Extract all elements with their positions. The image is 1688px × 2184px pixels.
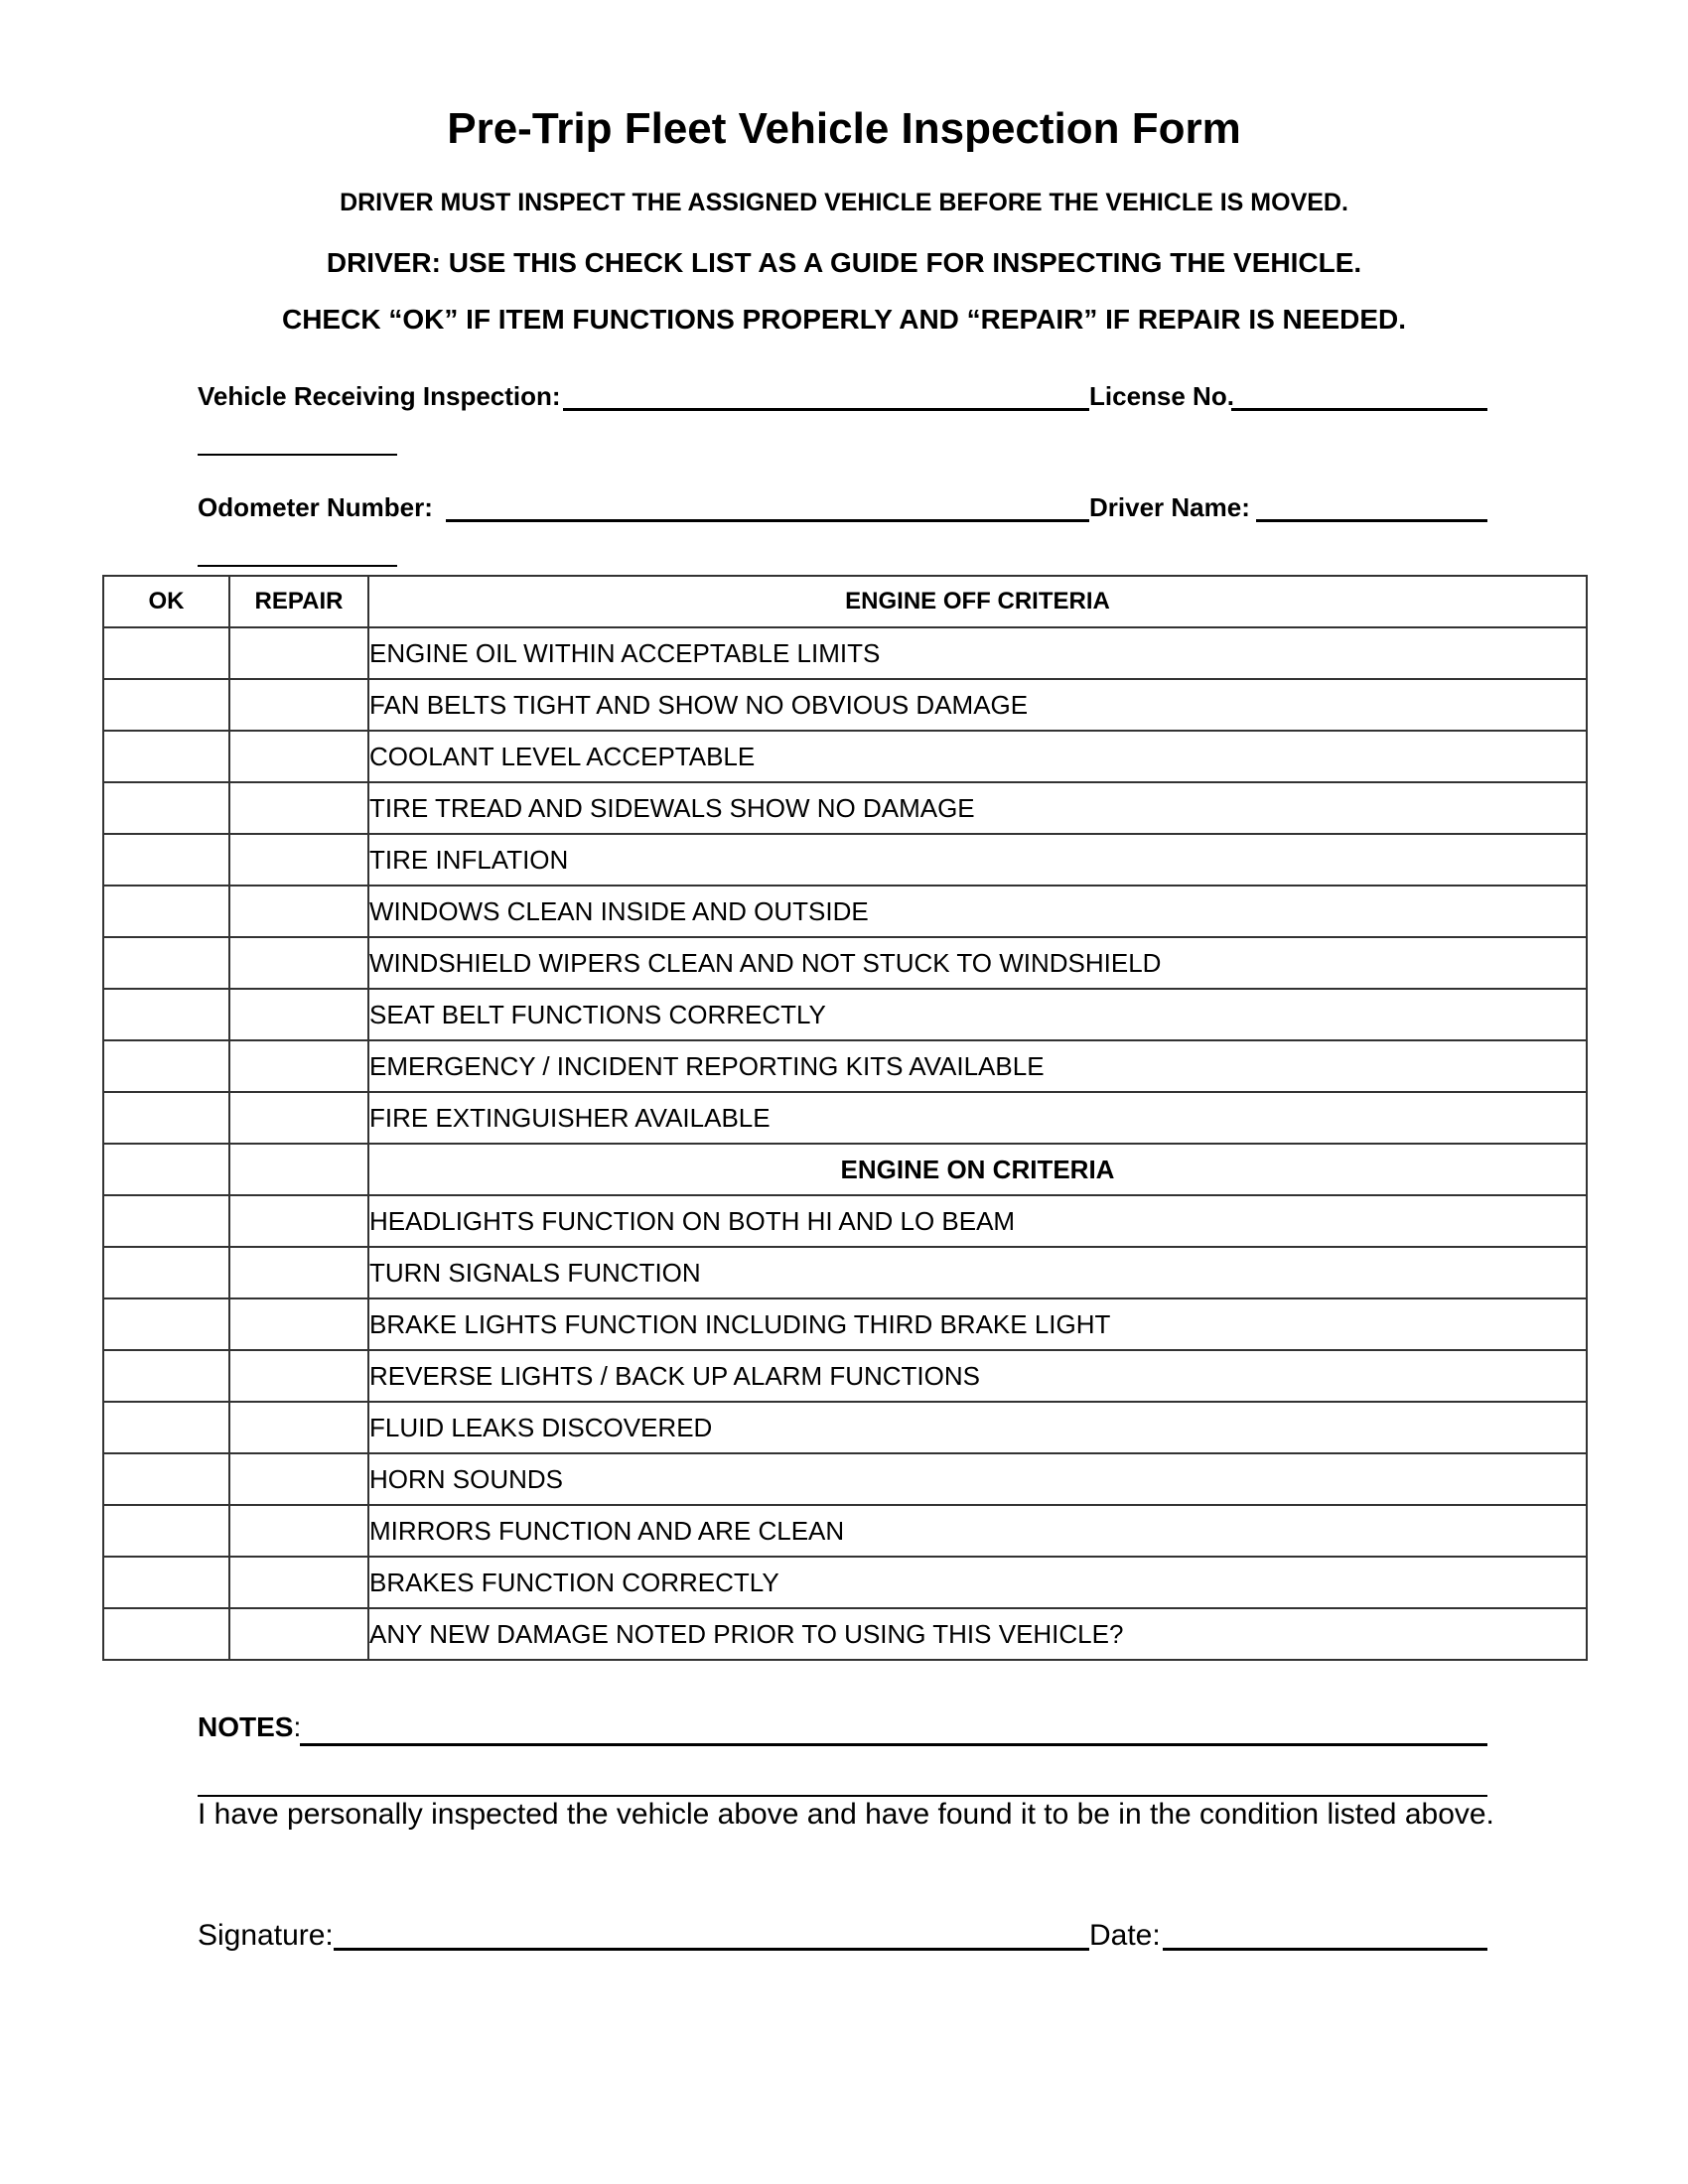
criteria-item: REVERSE LIGHTS / BACK UP ALARM FUNCTIONS <box>368 1350 1587 1402</box>
criteria-item: ANY NEW DAMAGE NOTED PRIOR TO USING THIS VEHICLE? <box>368 1608 1587 1660</box>
criteria-item: BRAKE LIGHTS FUNCTION INCLUDING THIRD BRAKE LIGHT <box>368 1298 1587 1350</box>
criteria-item: HORN SOUNDS <box>368 1453 1587 1505</box>
engine-off-section-title: ENGINE OFF CRITERIA <box>368 576 1587 627</box>
criteria-item: MIRRORS FUNCTION AND ARE CLEAN <box>368 1505 1587 1557</box>
odometer-field[interactable] <box>446 519 1089 522</box>
criteria-item: WINDSHIELD WIPERS CLEAN AND NOT STUCK TO WINDSHIELD <box>368 937 1587 989</box>
repair-checkbox-cell[interactable] <box>229 1402 368 1453</box>
inspection-checklist <box>102 575 1588 1661</box>
table-row <box>103 989 1587 1040</box>
driver-name-field[interactable] <box>1256 519 1487 522</box>
criteria-item: FAN BELTS TIGHT AND SHOW NO OBVIOUS DAMAGE <box>368 679 1587 731</box>
ok-checkbox-cell[interactable] <box>103 1092 229 1144</box>
certification-statement: I have personally inspected the vehicle above and have found it to be in the condition listed above. <box>198 1798 1494 1831</box>
signature-label: Signature: <box>198 1919 334 1952</box>
table-row <box>103 1453 1587 1505</box>
ok-checkbox-cell[interactable] <box>103 834 229 886</box>
table-row <box>103 1402 1587 1453</box>
ok-checkbox-cell[interactable] <box>103 1505 229 1557</box>
criteria-item: FIRE EXTINGUISHER AVAILABLE <box>368 1092 1587 1144</box>
ok-checkbox-cell[interactable] <box>103 989 229 1040</box>
table-row <box>103 731 1587 782</box>
criteria-item: WINDOWS CLEAN INSIDE AND OUTSIDE <box>368 886 1587 937</box>
table-row <box>103 782 1587 834</box>
engine-on-section-row <box>103 1144 1587 1195</box>
repair-checkbox-cell[interactable] <box>229 1040 368 1092</box>
table-row <box>103 1040 1587 1092</box>
engine-on-rows <box>103 1195 1587 1660</box>
ok-checkbox-cell[interactable] <box>103 1298 229 1350</box>
notes-label-text: NOTES <box>198 1711 294 1742</box>
repair-checkbox-cell[interactable] <box>229 886 368 937</box>
driver-name-field-continuation[interactable] <box>198 565 397 567</box>
ok-checkbox-cell[interactable] <box>103 731 229 782</box>
table-row <box>103 1247 1587 1298</box>
table-row <box>103 1092 1587 1144</box>
instruction-check: CHECK “OK” IF ITEM FUNCTIONS PROPERLY AND “REPAIR” IF REPAIR IS NEEDED. <box>281 304 1407 335</box>
ok-checkbox-cell[interactable] <box>103 937 229 989</box>
table-row <box>103 627 1587 679</box>
ok-checkbox-cell[interactable] <box>103 782 229 834</box>
repair-checkbox-cell[interactable] <box>229 1298 368 1350</box>
instruction-guide: DRIVER: USE THIS CHECK LIST AS A GUIDE FOR INSPECTING THE VEHICLE. <box>326 247 1362 278</box>
criteria-item: COOLANT LEVEL ACCEPTABLE <box>368 731 1587 782</box>
license-field-continuation[interactable] <box>198 454 397 456</box>
odometer-label: Odometer Number: <box>198 492 433 522</box>
driver-name-label: Driver Name: <box>1089 492 1250 522</box>
ok-checkbox-cell[interactable] <box>103 1557 229 1608</box>
ok-checkbox-cell[interactable] <box>103 1040 229 1092</box>
vehicle-receiving-label: Vehicle Receiving Inspection: <box>198 381 561 411</box>
ok-checkbox-cell[interactable] <box>103 679 229 731</box>
table-row <box>103 1557 1587 1608</box>
repair-checkbox-cell[interactable] <box>229 1144 368 1195</box>
ok-checkbox-cell[interactable] <box>103 1402 229 1453</box>
criteria-item: HEADLIGHTS FUNCTION ON BOTH HI AND LO BEAM <box>368 1195 1587 1247</box>
license-label: License No. <box>1089 381 1234 411</box>
criteria-item: SEAT BELT FUNCTIONS CORRECTLY <box>368 989 1587 1040</box>
table-row <box>103 937 1587 989</box>
repair-checkbox-cell[interactable] <box>229 989 368 1040</box>
page-title: Pre-Trip Fleet Vehicle Inspection Form <box>447 104 1241 153</box>
repair-checkbox-cell[interactable] <box>229 1557 368 1608</box>
criteria-item: TIRE INFLATION <box>368 834 1587 886</box>
repair-checkbox-cell[interactable] <box>229 1505 368 1557</box>
criteria-item: EMERGENCY / INCIDENT REPORTING KITS AVAILABLE <box>368 1040 1587 1092</box>
instruction-move: DRIVER MUST INSPECT THE ASSIGNED VEHICLE BEFORE THE VEHICLE IS MOVED. <box>340 189 1348 216</box>
ok-checkbox-cell[interactable] <box>103 1453 229 1505</box>
ok-checkbox-cell[interactable] <box>103 1195 229 1247</box>
engine-off-rows <box>103 627 1587 1144</box>
ok-checkbox-cell[interactable] <box>103 1144 229 1195</box>
signature-field[interactable] <box>334 1948 1089 1951</box>
criteria-item: FLUID LEAKS DISCOVERED <box>368 1402 1587 1453</box>
table-row <box>103 1298 1587 1350</box>
ok-checkbox-cell[interactable] <box>103 627 229 679</box>
notes-label <box>198 1709 301 1745</box>
table-row <box>103 1608 1587 1660</box>
ok-checkbox-cell[interactable] <box>103 886 229 937</box>
repair-checkbox-cell[interactable] <box>229 1247 368 1298</box>
repair-checkbox-cell[interactable] <box>229 1453 368 1505</box>
criteria-item: TURN SIGNALS FUNCTION <box>368 1247 1587 1298</box>
vehicle-receiving-field[interactable] <box>563 408 1089 411</box>
ok-checkbox-cell[interactable] <box>103 1350 229 1402</box>
engine-on-section-title: ENGINE ON CRITERIA <box>368 1144 1587 1195</box>
table-row <box>103 1350 1587 1402</box>
repair-checkbox-cell[interactable] <box>229 627 368 679</box>
repair-checkbox-cell[interactable] <box>229 1092 368 1144</box>
ok-checkbox-cell[interactable] <box>103 1608 229 1660</box>
date-field[interactable] <box>1163 1948 1487 1951</box>
notes-field[interactable] <box>300 1743 1487 1746</box>
criteria-item: ENGINE OIL WITHIN ACCEPTABLE LIMITS <box>368 627 1587 679</box>
table-row <box>103 1195 1587 1247</box>
table-row <box>103 886 1587 937</box>
criteria-item: BRAKES FUNCTION CORRECTLY <box>368 1557 1587 1608</box>
repair-checkbox-cell[interactable] <box>229 731 368 782</box>
repair-checkbox-cell[interactable] <box>229 937 368 989</box>
repair-checkbox-cell[interactable] <box>229 1608 368 1660</box>
date-label: Date: <box>1089 1919 1161 1952</box>
notes-colon: : <box>293 1711 302 1742</box>
repair-checkbox-cell[interactable] <box>229 834 368 886</box>
criteria-item: TIRE TREAD AND SIDEWALS SHOW NO DAMAGE <box>368 782 1587 834</box>
table-header-row <box>103 576 1587 627</box>
repair-checkbox-cell[interactable] <box>229 782 368 834</box>
table-row <box>103 1505 1587 1557</box>
repair-column-header: REPAIR <box>229 576 368 627</box>
table-row <box>103 834 1587 886</box>
license-field[interactable] <box>1231 408 1487 411</box>
ok-checkbox-cell[interactable] <box>103 1247 229 1298</box>
repair-checkbox-cell[interactable] <box>229 679 368 731</box>
repair-checkbox-cell[interactable] <box>229 1350 368 1402</box>
repair-checkbox-cell[interactable] <box>229 1195 368 1247</box>
table-row <box>103 679 1587 731</box>
ok-column-header: OK <box>103 576 229 627</box>
